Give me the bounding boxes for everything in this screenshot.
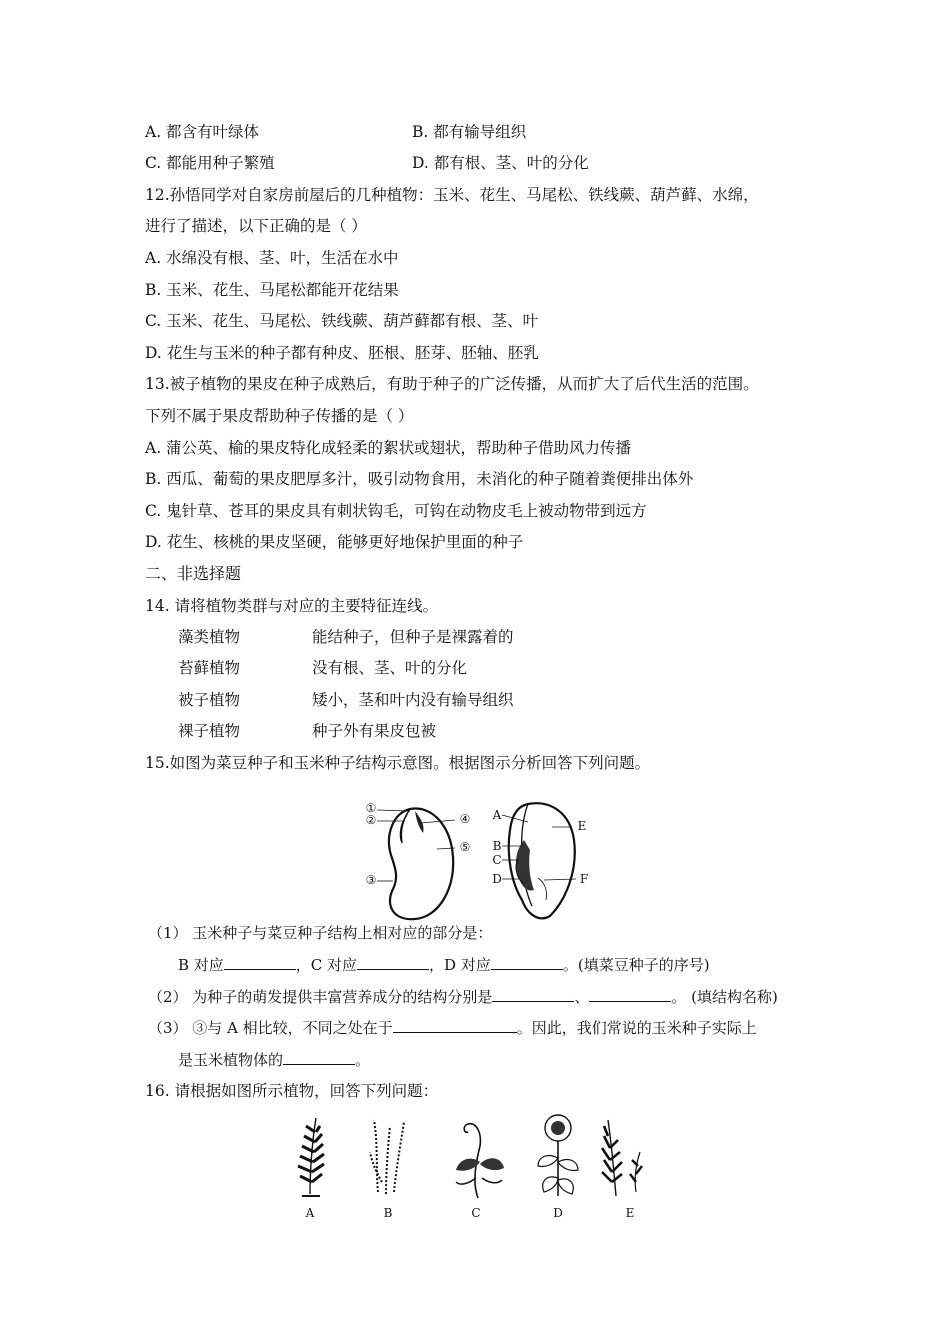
q14-group-2: 苔藓植物: [178, 659, 241, 677]
plants-drawing: [290, 1112, 670, 1202]
q15-sub2-text: （2） 为种子的萌发提供丰富营养成分的结构分别是: [148, 988, 493, 1006]
answer-blank-nutrient-1[interactable]: [492, 985, 574, 1002]
corn-label-e: E: [577, 819, 587, 833]
corn-label-c: C: [492, 853, 502, 867]
q15-sub3-text-3: 是玉米植物体的: [178, 1051, 284, 1069]
q14-match-row-1: [178, 626, 514, 648]
corn-label-f: F: [579, 872, 589, 886]
plant-d-sunflower-icon: [538, 1115, 578, 1196]
q13-option-c: C. 鬼针草、苍耳的果皮具有刺状钩毛，可钩在动物皮毛上被动物带到远方: [145, 502, 647, 520]
plant-e-conifer-icon: [602, 1120, 642, 1196]
q14-stem: 14. 请将植物类群与对应的主要特征连线。: [145, 597, 439, 615]
corn-label-b: B: [492, 839, 502, 853]
corn-label-d: D: [492, 872, 502, 886]
q15-sub1-line-1: （1） 玉米种子与菜豆种子结构上相对应的部分是：: [148, 924, 493, 942]
q15-sub1-line-2: [178, 953, 710, 976]
corn-seed-diagram: [488, 800, 598, 922]
bean-seed-diagram: [355, 797, 485, 925]
q15-sub1-hint: 。(填菜豆种子的序号): [562, 956, 710, 974]
q15-sub2-sep: 、: [574, 988, 590, 1006]
plant-b-moss-icon: [370, 1120, 404, 1194]
answer-blank-c[interactable]: [357, 953, 429, 970]
q13-option-b: B. 西瓜、葡萄的果皮肥厚多汁，吸引动物食用，未消化的种子随着粪便排出体外: [145, 470, 694, 488]
q14-group-3: 被子植物: [178, 691, 241, 709]
plant-label-c: C: [471, 1206, 481, 1220]
answer-blank-nutrient-2[interactable]: [589, 985, 671, 1002]
q14-feature-2: 没有根、茎、叶的分化: [312, 659, 468, 677]
q13-stem-line-1: 13.被子植物的果皮在种子成熟后，有助于种子的广泛传播，从而扩大了后代生活的范围。: [145, 375, 759, 393]
answer-blank-d[interactable]: [491, 953, 563, 970]
bean-label-2: ②: [365, 813, 377, 827]
bean-label-5: ⑤: [459, 840, 471, 854]
q13-stem-line-2: 下列不属于果皮帮助种子传播的是（ ）: [145, 407, 414, 425]
q15-sub3-end: 。: [355, 1051, 371, 1069]
q11-option-a: A. 都含有叶绿体: [145, 123, 260, 141]
section-2-title: 二、非选择题: [145, 564, 242, 583]
q12-option-c: C. 玉米、花生、马尾松、铁线蕨、葫芦藓都有根、茎、叶: [145, 312, 539, 330]
q12-option-d: D. 花生与玉米的种子都有种皮、胚根、胚芽、胚轴、胚乳: [145, 344, 539, 362]
plant-a-fern-icon: [298, 1118, 324, 1196]
q14-feature-4: 种子外有果皮包被: [312, 722, 437, 740]
q12-option-b: B. 玉米、花生、马尾松都能开花结果: [145, 281, 399, 299]
answer-blank-organ[interactable]: [283, 1048, 355, 1065]
q14-match-row-4: [178, 720, 437, 742]
q12-stem-line-1: 12.孙悟同学对自家房前屋后的几种植物：玉米、花生、马尾松、铁线蕨、葫芦藓、水绵，: [145, 186, 759, 204]
q12-option-a: A. 水绵没有根、茎、叶，生活在水中: [145, 249, 399, 267]
corn-label-a: A: [492, 808, 502, 822]
q12-stem-line-2: 进行了描述，以下正确的是（ ）: [145, 217, 367, 235]
q14-match-row-2: [178, 657, 468, 679]
bean-label-3: ③: [365, 873, 377, 887]
q13-option-d: D. 花生、核桃的果皮坚硬，能够更好地保护里面的种子: [145, 533, 524, 551]
plant-label-e: E: [625, 1206, 635, 1220]
q15-sub3-text: （3） ③与 A 相比较，不同之处在于: [148, 1019, 393, 1037]
bean-label-1: ①: [365, 801, 377, 815]
q14-feature-3: 矮小，茎和叶内没有输导组织: [312, 691, 514, 709]
q11-option-d: D. 都有根、茎、叶的分化: [412, 154, 589, 172]
q15-sub1-text-c: ，C 对应: [295, 956, 358, 974]
q14-feature-1: 能结种子，但种子是裸露着的: [312, 628, 514, 646]
q15-sub1-text-b: B 对应: [178, 956, 224, 974]
q15-sub1-text-d: ，D 对应: [429, 956, 491, 974]
plant-label-b: B: [383, 1206, 393, 1220]
plant-c-seedling-icon: [456, 1124, 504, 1198]
q16-stem: 16. 请根据如图所示植物，回答下列问题：: [145, 1082, 439, 1100]
q15-sub3-line-2: [178, 1048, 370, 1071]
q15-sub2: [148, 985, 778, 1008]
q13-option-a: A. 蒲公英、榆的果皮特化成轻柔的絮状或翅状，帮助种子借助风力传播: [145, 439, 632, 457]
q11-option-b: B. 都有输导组织: [412, 123, 527, 141]
q11-option-row-2: [145, 152, 589, 174]
plant-label-a: A: [305, 1206, 315, 1220]
answer-blank-difference[interactable]: [393, 1016, 517, 1033]
q14-group-1: 藻类植物: [178, 628, 241, 646]
answer-blank-b[interactable]: [224, 953, 296, 970]
bean-label-4: ④: [459, 812, 471, 826]
q14-group-4: 裸子植物: [178, 722, 241, 740]
q11-option-c: C. 都能用种子繁殖: [145, 154, 275, 172]
q14-match-row-3: [178, 689, 514, 711]
q15-sub3-text-2: 。因此，我们常说的玉米种子实际上: [516, 1019, 757, 1037]
plant-label-d: D: [553, 1206, 563, 1220]
q15-sub2-hint: 。 (填结构名称): [671, 988, 778, 1006]
q15-stem: 15.如图为菜豆种子和玉米种子结构示意图。根据图示分析回答下列问题。: [145, 754, 651, 772]
q11-option-row-1: [145, 121, 527, 143]
q15-sub3-line-1: [148, 1016, 757, 1039]
plants-figure: [290, 1112, 670, 1224]
